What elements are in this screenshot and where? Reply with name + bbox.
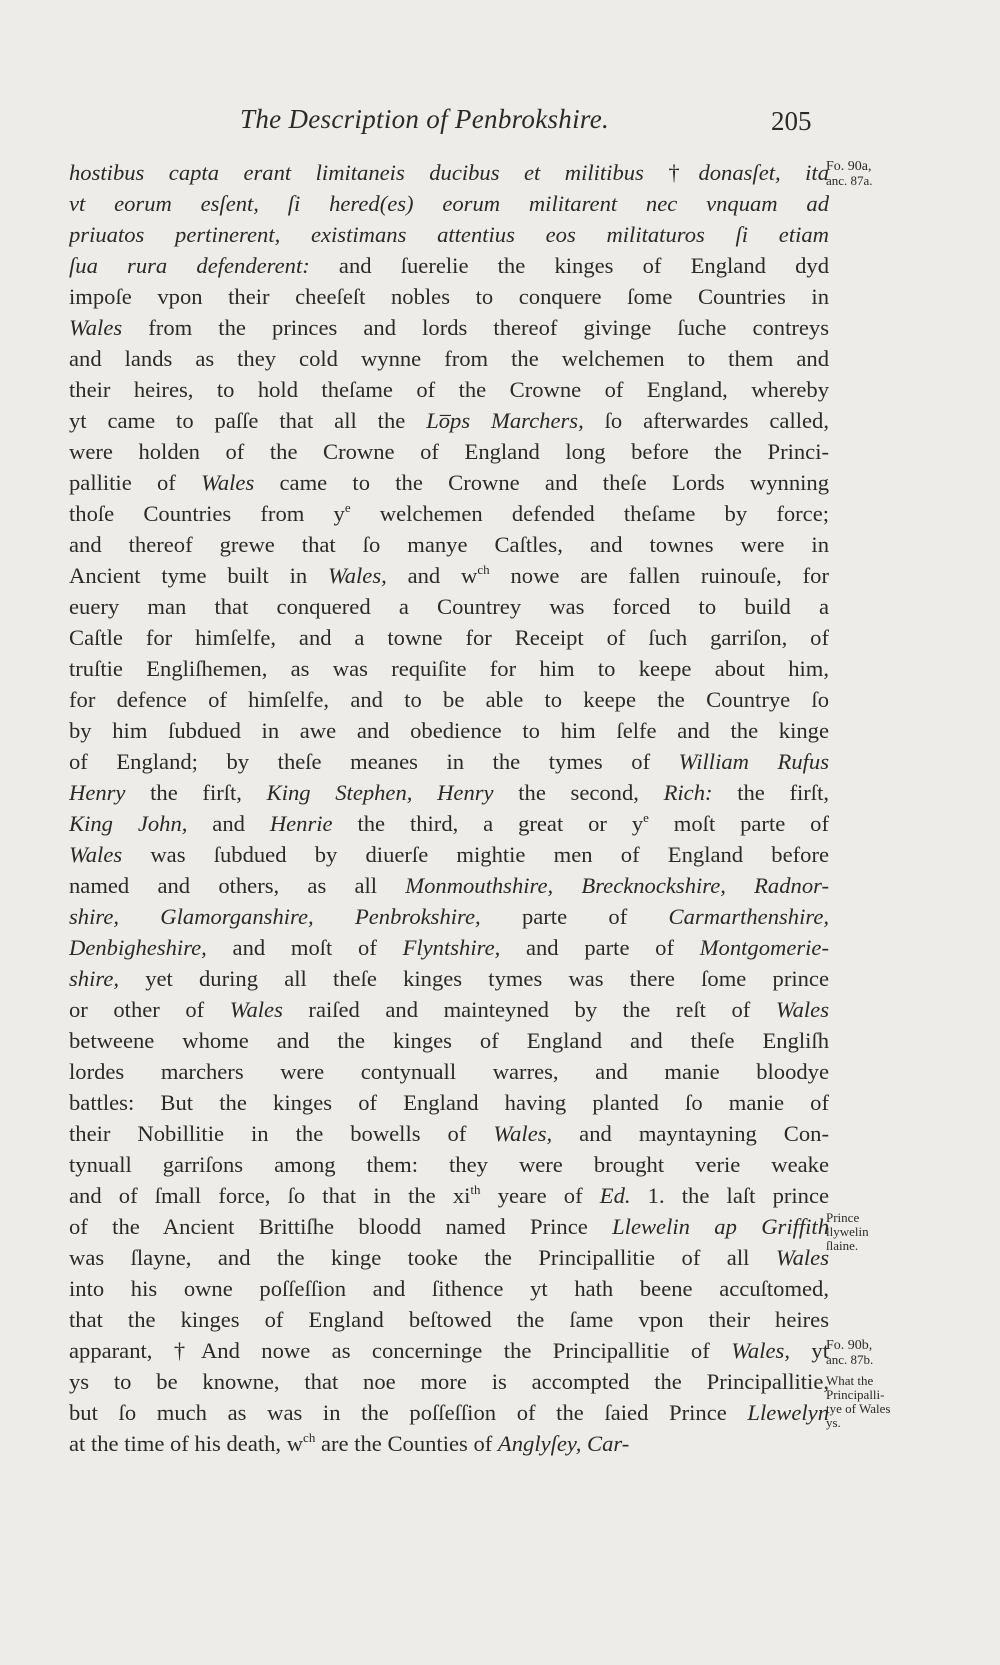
margin-note-line: ys. — [826, 1415, 841, 1430]
text-line — [69, 529, 829, 560]
text-segment: their heires, to hold theſame of the Crowne of England, whereby — [69, 377, 829, 402]
italic-text: Wales — [201, 470, 255, 495]
italic-text: Rich: — [663, 780, 713, 805]
italic-text: Anglyſey, Car- — [497, 1431, 630, 1456]
text-segment: are the Counties of — [315, 1431, 498, 1456]
text-line — [69, 963, 829, 994]
text-segment: euery man that conquered a Countrey was forced to build a — [69, 594, 829, 619]
superscript-abbrev: ch — [477, 562, 490, 577]
italic-text: ſua rura defenderent: — [69, 253, 310, 278]
text-segment: but ſo much as was in the poſſeſſion of the ſaied Prince — [69, 1400, 748, 1425]
italic-text: William Rufus — [678, 749, 829, 774]
text-segment: Caſtle for himſelfe, and a towne for Receipt of ſuch garriſon, of — [69, 625, 829, 650]
text-segment: parte of — [480, 904, 669, 929]
text-segment: pallitie of — [69, 470, 202, 495]
text-line — [69, 932, 829, 963]
margin-note-line: Fo. 90b, — [826, 1338, 873, 1353]
text-segment: and moſt of — [206, 935, 403, 960]
text-line — [69, 281, 829, 312]
text-segment: and — [187, 811, 270, 836]
text-segment: battles: But the kinges of England having planted ſo manie of — [69, 1090, 829, 1115]
text-line — [69, 653, 829, 684]
text-line — [69, 715, 829, 746]
italic-text: priuatos pertinerent, existimans attentius eos militaturos ſi etiam — [69, 222, 829, 247]
text-segment: and mayntayning Con- — [552, 1121, 829, 1146]
margin-note-line: Fo. 90a, — [826, 159, 872, 174]
margin-note-line: tye of Wales — [826, 1401, 891, 1416]
text-segment: and ſuerelie the kinges of England dyd — [309, 253, 829, 278]
text-segment: impoſe vpon their cheeſeſt nobles to conquere ſome Countries in — [69, 284, 829, 309]
text-segment: named and others, as all — [69, 873, 406, 898]
superscript-abbrev: th — [470, 1182, 481, 1197]
margin-note-line: Prince — [826, 1210, 860, 1225]
margin-note-prince-llywelin — [826, 1211, 996, 1253]
text-segment: ys to be knowne, that noe more is accompted the Principallitie, — [69, 1369, 829, 1394]
text-line — [69, 1242, 829, 1273]
text-line — [69, 1211, 829, 1242]
text-line — [69, 994, 829, 1025]
text-segment: lordes marchers were contynuall warres, and manie bloodye — [69, 1059, 829, 1084]
italic-text: Carmarthenshire, — [668, 904, 829, 929]
text-segment: Ancient tyme built in — [69, 563, 328, 588]
text-line — [69, 1149, 829, 1180]
text-segment: for defence of himſelfe, and to be able to keepe the Countrye ſo — [69, 687, 829, 712]
margin-note-folio-90a — [826, 160, 996, 188]
text-segment: that the kinges of England beſtowed the ſame vpon their heires — [69, 1307, 829, 1332]
italic-text: Ed. — [599, 1183, 631, 1208]
italic-text: Wales — [775, 1245, 829, 1270]
italic-text: donasſet, ita — [698, 160, 829, 185]
superscript-abbrev: e — [643, 810, 649, 825]
text-segment: and w — [386, 563, 478, 588]
italic-text: Wales — [775, 997, 829, 1022]
text-segment: thoſe Countries from y — [69, 501, 345, 526]
text-line — [69, 808, 829, 839]
text-line — [69, 405, 829, 436]
text-segment: apparant, — [69, 1338, 174, 1363]
text-segment: their Nobillitie in the bowells of — [69, 1121, 494, 1146]
text-segment: nowe are fallen ruinouſe, for — [489, 563, 829, 588]
text-line — [69, 1428, 829, 1459]
superscript-abbrev: ch — [303, 1430, 316, 1445]
text-line — [69, 219, 829, 250]
text-segment: betweene whome and the kinges of England and theſe Engliſh — [69, 1028, 829, 1053]
italic-text: Henry — [69, 780, 126, 805]
text-line — [69, 467, 829, 498]
text-segment: yt came to paſſe that all the — [69, 408, 427, 433]
text-segment: the second, — [493, 780, 664, 805]
italic-text: Lo̅ps Marchers, — [426, 408, 584, 433]
italic-text: Llewelyn — [747, 1400, 829, 1425]
italic-text: hostibus capta erant limitaneis ducibus et militibus — [69, 160, 669, 185]
text-segment: at the time of his death, w — [69, 1431, 304, 1456]
text-line — [69, 188, 829, 219]
italic-text: Wales, — [731, 1338, 790, 1363]
text-segment: of England; by theſe meanes in the tymes of — [69, 749, 679, 774]
text-segment: of the Ancient Brittiſhe bloodd named Prince — [69, 1214, 613, 1239]
italic-text: Henrie — [269, 811, 333, 836]
text-line — [69, 901, 829, 932]
margin-note-line: What the — [826, 1373, 874, 1388]
text-line — [69, 839, 829, 870]
text-line — [69, 777, 829, 808]
text-segment: yt — [789, 1338, 829, 1363]
italic-text: King John, — [69, 811, 188, 836]
text-segment: ſo afterwardes called, — [583, 408, 829, 433]
italic-text: vt eorum esſent, ſi hered(es) eorum militarent nec vnquam ad — [69, 191, 829, 216]
text-segment: raiſed and mainteyned by the reſt of — [282, 997, 776, 1022]
margin-note-line: anc. 87b. — [826, 1352, 874, 1367]
text-segment: † — [668, 160, 699, 185]
text-segment: † — [173, 1338, 201, 1363]
text-line — [69, 312, 829, 343]
italic-text: Montgomerie- — [699, 935, 829, 960]
text-line — [69, 746, 829, 777]
superscript-abbrev: e — [344, 500, 351, 515]
text-line — [69, 560, 829, 591]
text-segment: the firſt, — [125, 780, 267, 805]
text-line — [69, 684, 829, 715]
text-segment: tynuall garriſons among them: they were brought verie weake — [69, 1152, 829, 1177]
text-line — [69, 1180, 829, 1211]
text-line — [69, 343, 829, 374]
text-segment: yet during all theſe kinges tymes was there ſome prince — [119, 966, 829, 991]
italic-text: Monmouthshire, Brecknockshire, Radnor- — [405, 873, 829, 898]
text-line — [69, 622, 829, 653]
text-line — [69, 498, 829, 529]
text-segment: or other of — [69, 997, 230, 1022]
text-segment: came to the Crowne and theſe Lords wynning — [254, 470, 829, 495]
text-segment: into his owne poſſeſſion and ſithence yt hath beene accuſtomed, — [69, 1276, 829, 1301]
italic-text: Henry — [437, 780, 494, 805]
margin-note-line: Principalli- — [826, 1387, 885, 1402]
page-number: 205 — [771, 106, 812, 136]
text-segment: the third, a great or y — [332, 811, 644, 836]
text-segment: and lands as they cold wynne from the welchemen to them and — [69, 346, 829, 371]
italic-text: Flyntshire, — [402, 935, 501, 960]
text-line — [69, 1025, 829, 1056]
text-segment: were holden of the Crowne of England long before the Princi- — [69, 439, 829, 464]
text-segment: truſtie Engliſhemen, as was requiſite for him to keepe about him, — [69, 656, 829, 681]
text-segment: welchemen defended theſame by force; — [350, 501, 829, 526]
text-segment: moſt parte of — [648, 811, 829, 836]
text-segment: And nowe as concerninge the Principallitie of — [200, 1338, 732, 1363]
running-title: The Description of Penbrokshire. — [240, 104, 610, 134]
text-line — [69, 1366, 829, 1397]
italic-text: Wales — [69, 315, 123, 340]
italic-text: Llewelin ap Griffith — [612, 1214, 829, 1239]
body-text — [69, 157, 829, 1459]
text-segment: was ſubdued by diuerſe mightie men of England before — [122, 842, 829, 867]
text-line — [69, 157, 829, 188]
text-segment: from the princes and lords thereof givinge ſuche contreys — [122, 315, 829, 340]
margin-note-line: llywelin — [826, 1224, 869, 1239]
text-segment: and parte of — [500, 935, 700, 960]
margin-note-principallitie — [826, 1374, 996, 1430]
margin-note-line: anc. 87a. — [826, 173, 873, 188]
text-segment: the firſt, — [712, 780, 829, 805]
text-segment: and thereof grewe that ſo manye Caſtles, and townes were in — [69, 532, 829, 557]
text-line — [69, 250, 829, 281]
text-segment: and of ſmall force, ſo that in the xi — [69, 1183, 471, 1208]
margin-note-line: ſlaine. — [826, 1238, 859, 1253]
text-line — [69, 1118, 829, 1149]
italic-text: King Stephen, — [266, 780, 413, 805]
text-segment: yeare of — [480, 1183, 600, 1208]
text-line — [69, 1304, 829, 1335]
italic-text: Wales — [229, 997, 283, 1022]
text-line — [69, 1335, 829, 1366]
text-segment: by him ſubdued in awe and obedience to him ſelfe and the kinge — [69, 718, 829, 743]
text-line — [69, 1273, 829, 1304]
italic-text: Denbigheshire, — [69, 935, 207, 960]
italic-text: shire, — [69, 966, 119, 991]
text-line — [69, 870, 829, 901]
text-segment: 1. the laſt prince — [630, 1183, 829, 1208]
italic-text: Wales — [69, 842, 123, 867]
italic-text: Wales, — [327, 563, 387, 588]
text-segment: was ſlayne, and the kinge tooke the Principallitie of all — [69, 1245, 776, 1270]
text-line — [69, 436, 829, 467]
italic-text: Wales, — [493, 1121, 553, 1146]
text-line — [69, 1087, 829, 1118]
text-line — [69, 374, 829, 405]
italic-text: shire, Glamorganshire, Penbrokshire, — [69, 904, 481, 929]
running-header — [0, 104, 1000, 144]
text-line — [69, 1397, 829, 1428]
text-line — [69, 1056, 829, 1087]
text-segment — [412, 780, 437, 805]
text-line — [69, 591, 829, 622]
margin-note-folio-90b — [826, 1339, 996, 1367]
